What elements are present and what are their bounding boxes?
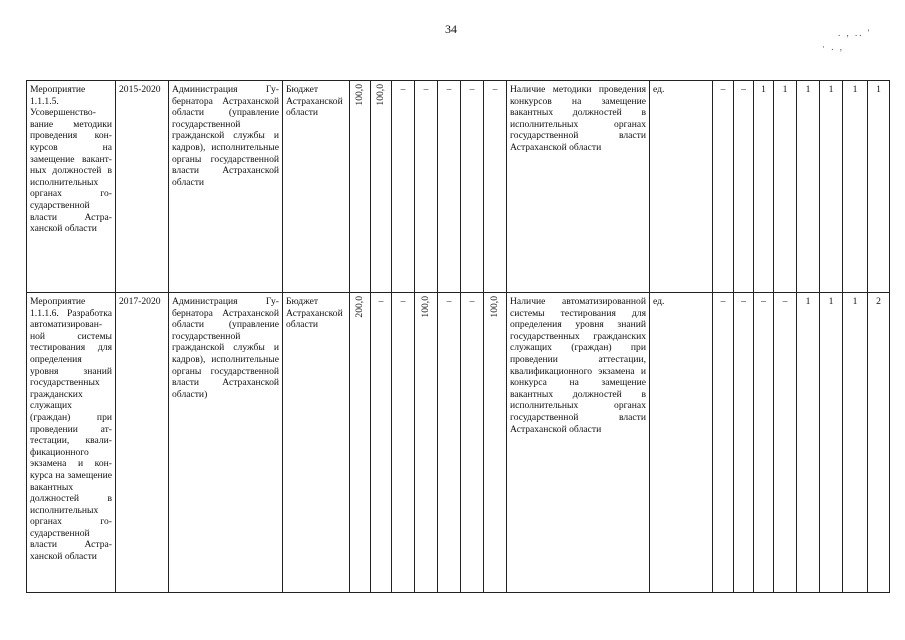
table-row xyxy=(27,293,890,593)
activity-cell: Мероприятие 1.1.1.6. Разработка автоматизированной системы тестирования для определения уровня знаний государственных гражданских служащих (граждан) при проведении аттестации, квалификационного экзамена и конкурса на замещение вакантных должностей в исполнительных органах государственной власти Астраханской области xyxy=(27,293,116,593)
indicator-value-cell: – xyxy=(754,293,774,593)
financing-year-cell: – xyxy=(415,81,438,293)
financing-year-cell: – xyxy=(371,293,392,593)
indicator-value-cell: – xyxy=(774,293,797,593)
executor-cell: Администрация Губернатора Астраханской области (управление государственной гражданской службы и кадров), исполнительные органы государственной власти Астраханской области xyxy=(169,81,283,293)
financing-total-cell: 200,0 xyxy=(350,293,371,593)
scan-speck: . , .. ' xyxy=(838,28,872,38)
period-cell: 2017-2020 xyxy=(116,293,169,593)
scan-speck: · . , xyxy=(822,42,844,52)
financing-year-cell: 100,0 xyxy=(415,293,438,593)
unit-cell: ед. xyxy=(650,81,713,293)
indicator-value-cell: 1 xyxy=(868,81,890,293)
executor-cell: Администрация Губернатора Астраханской области (управление государственной гражданской службы и кадров), исполнительные органы государственной власти Астраханской области) xyxy=(169,293,283,593)
financing-year-cell: – xyxy=(461,81,484,293)
financing-year-cell: 100,0 xyxy=(371,81,392,293)
financing-year-cell: 100,0 xyxy=(484,293,507,593)
indicator-value-cell: – xyxy=(713,81,734,293)
indicator-value-cell: – xyxy=(713,293,734,593)
financing-year-cell: – xyxy=(392,293,415,593)
financing-year-cell: – xyxy=(392,81,415,293)
financing-year-cell: – xyxy=(438,81,461,293)
source-cell: Бюджет Астраханской области xyxy=(283,81,350,293)
indicator-value-cell: 1 xyxy=(820,293,843,593)
period-cell: 2015-2020 xyxy=(116,81,169,293)
indicator-cell: Наличие автоматизированной системы тестирования для определения уровня знаний государственных гражданских служащих (граждан) при проведении аттестации, квалификационного экзамена и конкурса на замещение вакантных должностей в исполнительных органах государственной власти Астраханской области xyxy=(507,293,650,593)
indicator-value-cell: 1 xyxy=(797,81,820,293)
financing-year-cell: – xyxy=(438,293,461,593)
indicator-value-cell: – xyxy=(734,293,754,593)
page-number: 34 xyxy=(445,22,457,36)
indicator-value-cell: 1 xyxy=(843,81,868,293)
financing-total-cell: 100,0 xyxy=(350,81,371,293)
indicator-value-cell: 1 xyxy=(754,81,774,293)
indicator-cell: Наличие методики проведения конкурсов на замещение вакантных должностей в исполнительных органах государственной власти Астраханской области xyxy=(507,81,650,293)
indicator-value-cell: 1 xyxy=(797,293,820,593)
indicator-value-cell: 1 xyxy=(820,81,843,293)
indicator-value-cell: 2 xyxy=(868,293,890,593)
financing-year-cell: – xyxy=(484,81,507,293)
unit-cell: ед. xyxy=(650,293,713,593)
indicator-value-cell: – xyxy=(734,81,754,293)
activity-cell: Мероприятие 1.1.1.5. Усовершенствование методики проведения конкурсов на замещение вакантных должностей в исполнительных органах государственной власти Астраханской области xyxy=(27,81,116,293)
indicator-value-cell: 1 xyxy=(843,293,868,593)
indicator-value-cell: 1 xyxy=(774,81,797,293)
financing-year-cell: – xyxy=(461,293,484,593)
table-row xyxy=(27,81,890,293)
source-cell: Бюджет Астраханской области xyxy=(283,293,350,593)
program-activities-table xyxy=(26,80,890,593)
